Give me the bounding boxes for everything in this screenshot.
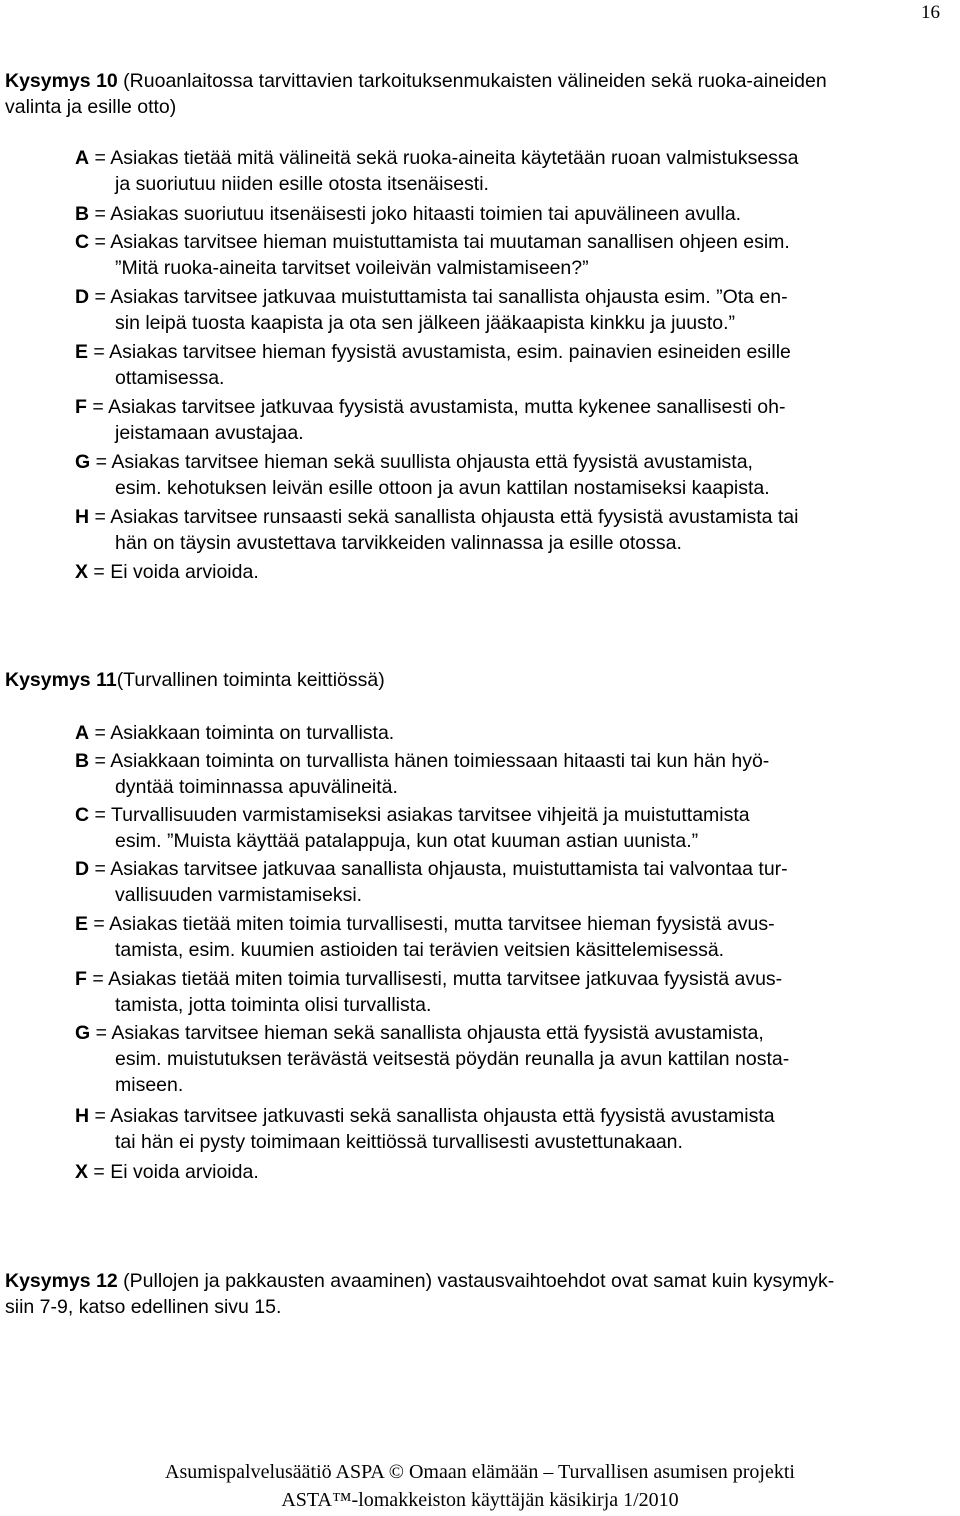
option-letter: C: [75, 804, 90, 826]
question-12-label: Kysymys 12: [5, 1270, 118, 1292]
option-text-cont: jeistamaan avustajaa.: [115, 422, 304, 444]
question-10-label: Kysymys 10: [5, 70, 118, 92]
q11-option-c: [75, 802, 955, 854]
option-text-cont: ”Mitä ruoka-aineita tarvitset voileivän valmistamiseen?”: [115, 257, 589, 279]
option-text: = Asiakas tarvitsee jatkuvaa fyysistä avustamista, mutta kykenee sanallisesti oh-: [86, 396, 786, 418]
footer-line-2: ASTA™-lomakkeiston käyttäjän käsikirja 1/2010: [281, 1489, 679, 1511]
option-text-cont: sin leipä tuosta kaapista ja ota sen jälkeen jääkaapista kinkku ja juusto.”: [115, 312, 736, 334]
option-text: = Asiakas tietää miten toimia turvallisesti, mutta tarvitsee jatkuvaa fyysistä avus-: [86, 968, 783, 990]
option-text-cont: tamista, jotta toiminta olisi turvallista.: [115, 994, 432, 1016]
option-text-cont: esim. ”Muista käyttää patalappuja, kun otat kuuman astian uunista.”: [115, 830, 699, 852]
option-letter: G: [75, 451, 91, 473]
option-text-cont: hän on täysin avustettava tarvikkeiden valinnassa ja esille otossa.: [115, 532, 682, 554]
q10-option-a: [75, 145, 955, 197]
option-text: = Ei voida arvioida.: [88, 1161, 259, 1183]
q10-option-f: [75, 394, 955, 446]
option-text-cont: vallisuuden varmistamiseksi.: [115, 884, 363, 906]
option-text: = Asiakas tarvitsee jatkuvaa sanallista ohjausta, muistuttamista tai valvontaa tur-: [89, 858, 788, 880]
q10-option-x: [75, 559, 955, 585]
option-letter: G: [75, 1022, 91, 1044]
option-text: = Ei voida arvioida.: [88, 561, 259, 583]
option-letter: E: [75, 341, 89, 363]
question-12-desc-cont: siin 7-9, katso edellinen sivu 15.: [5, 1296, 282, 1318]
option-text-cont: ja suoriutuu niiden esille otosta itsenäisesti.: [115, 173, 489, 195]
q11-option-x: [75, 1159, 955, 1185]
q10-option-e: [75, 339, 955, 391]
page-number: 16: [921, 2, 940, 23]
option-letter: A: [75, 147, 90, 169]
question-10-desc-cont: valinta ja esille otto): [5, 96, 177, 118]
option-letter: F: [75, 968, 87, 990]
option-text-cont: miseen.: [115, 1074, 184, 1096]
option-letter: H: [75, 1105, 90, 1127]
option-text: = Asiakas tarvitsee runsaasti sekä sanallista ohjausta että fyysistä avustamista tai: [89, 506, 799, 528]
option-text: = Asiakas tarvitsee jatkuvaa muistuttamista tai sanallista ohjausta esim. ”Ota en-: [89, 286, 788, 308]
q10-option-c: [75, 229, 955, 281]
option-text: = Asiakas suoriutuu itsenäisesti joko hitaasti toimien tai apuvälineen avulla.: [89, 203, 742, 225]
option-letter: F: [75, 396, 87, 418]
option-letter: D: [75, 858, 90, 880]
footer-line-1: Asumispalvelusäätiö ASPA © Omaan elämään – Turvallisen asumisen projekti: [165, 1461, 795, 1483]
option-text: = Turvallisuuden varmistamiseksi asiakas tarvitsee vihjeitä ja muistuttamista: [89, 804, 750, 826]
question-11-desc: (Turvallinen toiminta keittiössä): [116, 669, 385, 691]
question-11-label: Kysymys 11: [5, 669, 117, 691]
option-text-cont: tamista, esim. kuumien astioiden tai terävien veitsien käsittelemisessä.: [115, 939, 725, 961]
option-text: = Asiakkaan toiminta on turvallista hänen toimiessaan hitaasti tai kun hän hyö-: [89, 750, 770, 772]
option-text: = Asiakas tarvitsee jatkuvasti sekä sanallista ohjausta että fyysistä avustamista: [89, 1105, 775, 1127]
option-letter: D: [75, 286, 90, 308]
question-10-desc: (Ruoanlaitossa tarvittavien tarkoituksenmukaisten välineiden sekä ruoka-aineiden: [117, 70, 827, 92]
option-letter: C: [75, 231, 90, 253]
option-letter: X: [75, 1161, 89, 1183]
option-text: = Asiakas tarvitsee hieman fyysistä avustamista, esim. painavien esineiden esille: [88, 341, 791, 363]
option-text: = Asiakas tarvitsee hieman muistuttamista tai muutaman sanallisen ohjeen esim.: [89, 231, 790, 253]
q11-option-f: [75, 966, 955, 1018]
option-text: = Asiakas tarvitsee hieman sekä sanallista ohjausta että fyysistä avustamista,: [90, 1022, 764, 1044]
q11-option-g: [75, 1020, 955, 1098]
page-footer: [0, 1458, 960, 1514]
option-text-cont: esim. kehotuksen leivän esille ottoon ja avun kattilan nostamiseksi kaapista.: [115, 477, 770, 499]
question-12-desc: (Pullojen ja pakkausten avaaminen) vastausvaihtoehdot ovat samat kuin kysymyk-: [117, 1270, 835, 1292]
question-11-heading: [5, 667, 385, 693]
q10-option-d: [75, 284, 955, 336]
question-10-heading: [5, 68, 827, 120]
option-letter: B: [75, 203, 90, 225]
option-letter: E: [75, 913, 89, 935]
q11-option-b: [75, 748, 955, 800]
option-text: = Asiakas tarvitsee hieman sekä suullista ohjausta että fyysistä avustamista,: [90, 451, 753, 473]
option-text-cont: esim. muistutuksen terävästä veitsestä pöydän reunalla ja avun kattilan nosta-: [115, 1048, 790, 1070]
option-letter: X: [75, 561, 89, 583]
q11-option-d: [75, 856, 955, 908]
option-letter: H: [75, 506, 90, 528]
q11-option-e: [75, 911, 955, 963]
q11-option-h: [75, 1103, 955, 1155]
option-letter: B: [75, 750, 90, 772]
q10-option-h: [75, 504, 955, 556]
option-text-cont: dyntää toiminnassa apuvälineitä.: [115, 776, 398, 798]
q10-option-g: [75, 449, 955, 501]
q11-option-a: [75, 720, 955, 746]
option-text: = Asiakkaan toiminta on turvallista.: [89, 722, 395, 744]
question-12-heading: [5, 1268, 834, 1320]
option-text: = Asiakas tietää mitä välineitä sekä ruoka-aineita käytetään ruoan valmistuksessa: [89, 147, 799, 169]
option-text: = Asiakas tietää miten toimia turvallisesti, mutta tarvitsee hieman fyysistä avus-: [88, 913, 775, 935]
option-letter: A: [75, 722, 90, 744]
q10-option-b: [75, 201, 955, 227]
option-text-cont: tai hän ei pysty toimimaan keittiössä turvallisesti avustettunakaan.: [115, 1131, 683, 1153]
option-text-cont: ottamisessa.: [115, 367, 225, 389]
